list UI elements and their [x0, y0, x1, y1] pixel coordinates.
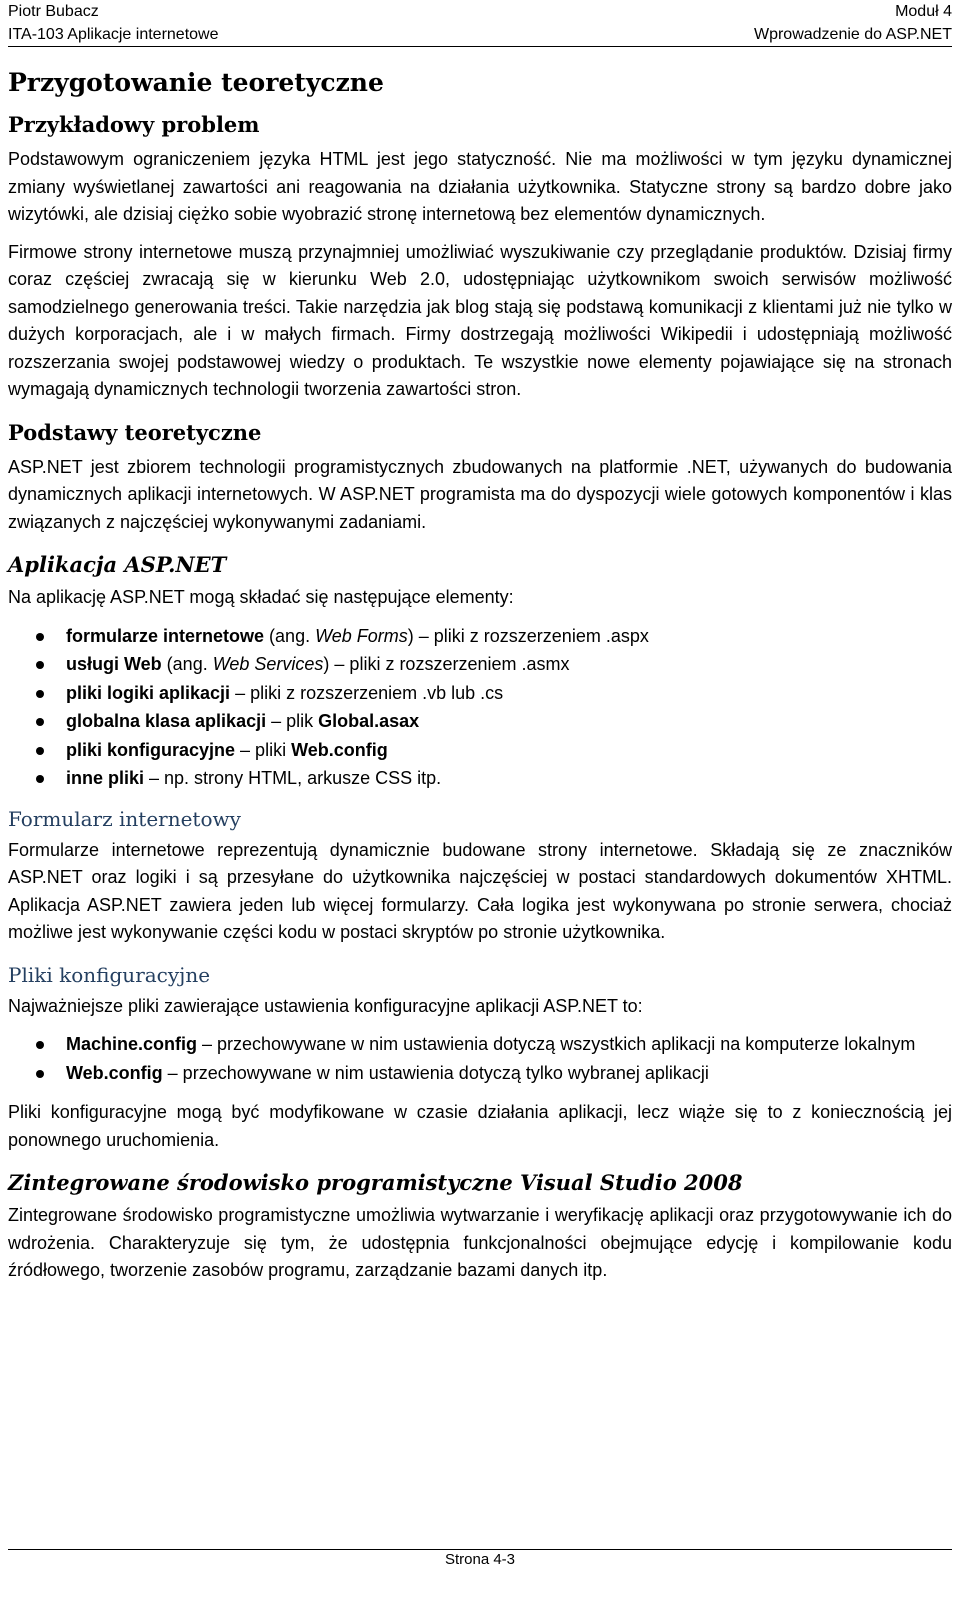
section-title-application: Aplikacja ASP.NET: [8, 552, 227, 577]
document-body: [8, 66, 952, 1295]
footer-divider: [8, 1549, 952, 1550]
list-item: [8, 650, 952, 679]
item-text: – pliki z rozszerzeniem .vb lub .cs: [230, 682, 504, 703]
item-term: inne pliki: [66, 768, 145, 788]
paragraph: Zintegrowane środowisko programistyczne umożliwia wytwarzanie i weryfikację aplikacji oraz przygotowywanie ich do wdrożenia. Charakteryzuje się tym, że udostępnia funkcjonalności obejmujące edycję i kompilowanie kodu źródłowego, tworzenie zasobów programu, zarządzanie bazami danych itp.: [8, 1205, 952, 1280]
item-text: (ang.: [161, 654, 213, 674]
bullet-icon: [36, 747, 44, 755]
list-item: [8, 736, 952, 765]
paragraph: Na aplikację ASP.NET mogą składać się następujące elementy:: [8, 587, 514, 607]
section-title-config-files: Pliki konfiguracyjne: [8, 962, 211, 987]
item-text: ) – pliki z rozszerzeniem .asmx: [323, 654, 570, 674]
header-module-title: Wprowadzenie do ASP.NET: [753, 26, 952, 43]
item-term: usługi Web: [66, 654, 162, 674]
paragraph: Podstawowym ograniczeniem języka HTML jest jego statyczność. Nie ma możliwości w tym języku dynamicznej zmiany wyświetlanej zawartości ani reagowania na działania użytkownika. Statyczne strony są bardzo dobre jako wizytówki, ale dzisiaj ciężko sobie wyobrazić stronę internetową bez elementów dynamicznych.: [8, 149, 952, 224]
section-title-problem: Przykładowy problem: [8, 112, 260, 137]
section-title-theory: Podstawy teoretyczne: [8, 419, 262, 445]
bullet-icon: [36, 1041, 44, 1049]
application-elements-list: [8, 622, 952, 793]
bullet-icon: [36, 661, 44, 669]
config-files-list: [8, 1030, 952, 1087]
bullet-icon: [36, 775, 44, 783]
chapter-title: Przygotowanie teoretyczne: [8, 68, 384, 97]
item-term: pliki logiki aplikacji: [66, 682, 231, 703]
page-number: Strona 4-3: [444, 1551, 516, 1568]
bullet-icon: [36, 633, 44, 641]
list-item: [8, 622, 952, 651]
paragraph: Najważniejsze pliki zawierające ustawienia konfiguracyjne aplikacji ASP.NET to:: [8, 995, 643, 1016]
section-title-ide: Zintegrowane środowisko programistyczne Visual Studio 2008: [8, 1170, 743, 1195]
header-author: Piotr Bubacz: [8, 3, 99, 20]
bullet-icon: [36, 690, 44, 698]
list-item: [8, 679, 952, 708]
item-text: – pliki: [235, 739, 292, 760]
item-file: Global.asax: [318, 711, 420, 731]
paragraph: Firmowe strony internetowe muszą przynajmniej umożliwiać wyszukiwanie czy przeglądanie produktów. Dzisiaj firmy coraz częściej zwracają się w kierunku Web 2.0, udostępniając użytkownikom swoich serwisów możliwość samodzielnego generowania treści. Takie narzędzia jak blog stają się podstawą komunikacji z klientami już nie tylko w dużych korporacjach, ale i w małych firmach. Firmy dostrzegają możliwości Wikipedii i udostępniają możliwość rozszerzania swojej podstawowej wiedzy o produktach. Te wszystkie nowe elementy pojawiające się na stronach wymagają dynamicznych technologii tworzenia zawartości stron.: [8, 241, 952, 399]
item-term: Web.config: [66, 1062, 163, 1083]
item-italic: Web Services: [212, 654, 324, 674]
paragraph: Pliki konfiguracyjne mogą być modyfikowane w czasie działania aplikacji, lecz wiąże się to z koniecznością jej ponownego uruchomienia.: [8, 1102, 952, 1150]
item-term: formularze internetowe: [66, 625, 265, 646]
header-right: [754, 0, 952, 46]
page-header: [8, 0, 952, 47]
item-term: Machine.config: [66, 1034, 198, 1054]
bullet-icon: [36, 718, 44, 726]
item-text: – przechowywane w nim ustawienia dotyczą wszystkich aplikacji na komputerze lokalnym: [197, 1034, 916, 1054]
list-item: [8, 764, 952, 793]
header-course: ITA-103 Aplikacje internetowe: [8, 26, 219, 43]
item-term: globalna klasa aplikacji: [66, 711, 267, 731]
item-term: pliki konfiguracyjne: [66, 739, 236, 760]
item-italic: Web Forms: [315, 625, 408, 646]
header-module: Moduł 4: [895, 3, 952, 20]
list-item: [8, 1059, 952, 1088]
item-file: Web.config: [291, 739, 388, 760]
page-footer: [0, 1549, 960, 1589]
item-text: ) – pliki z rozszerzeniem .aspx: [407, 625, 649, 646]
list-item: [8, 707, 952, 736]
item-text: – plik: [266, 711, 319, 731]
section-title-web-form: Formularz internetowy: [8, 806, 241, 831]
paragraph: ASP.NET jest zbiorem technologii programistycznych zbudowanych na platformie .NET, używanych do budowania dynamicznych aplikacji internetowych. W ASP.NET programista ma do dyspozycji wiele gotowych komponentów i klas związanych z najczęściej wykonywanymi zadaniami.: [8, 456, 952, 532]
item-text: (ang.: [264, 625, 316, 646]
item-text: – przechowywane w nim ustawienia dotyczą tylko wybranej aplikacji: [162, 1062, 709, 1083]
bullet-icon: [36, 1070, 44, 1078]
header-left: [8, 0, 218, 46]
paragraph: Formularze internetowe reprezentują dynamicznie budowane strony internetowe. Składają się ze znaczników ASP.NET oraz logiki i są przesyłane do użytkownika najczęściej w postaci standardowych dokumentów XHTML. Aplikacja ASP.NET zawiera jeden lub więcej formularzy. Cała logika jest wykonywana po stronie serwera, chociaż możliwe jest wykonywanie części kodu w postaci skryptów po stronie użytkownika.: [8, 839, 952, 942]
list-item: [8, 1030, 952, 1059]
item-text: – np. strony HTML, arkusze CSS itp.: [144, 768, 442, 788]
